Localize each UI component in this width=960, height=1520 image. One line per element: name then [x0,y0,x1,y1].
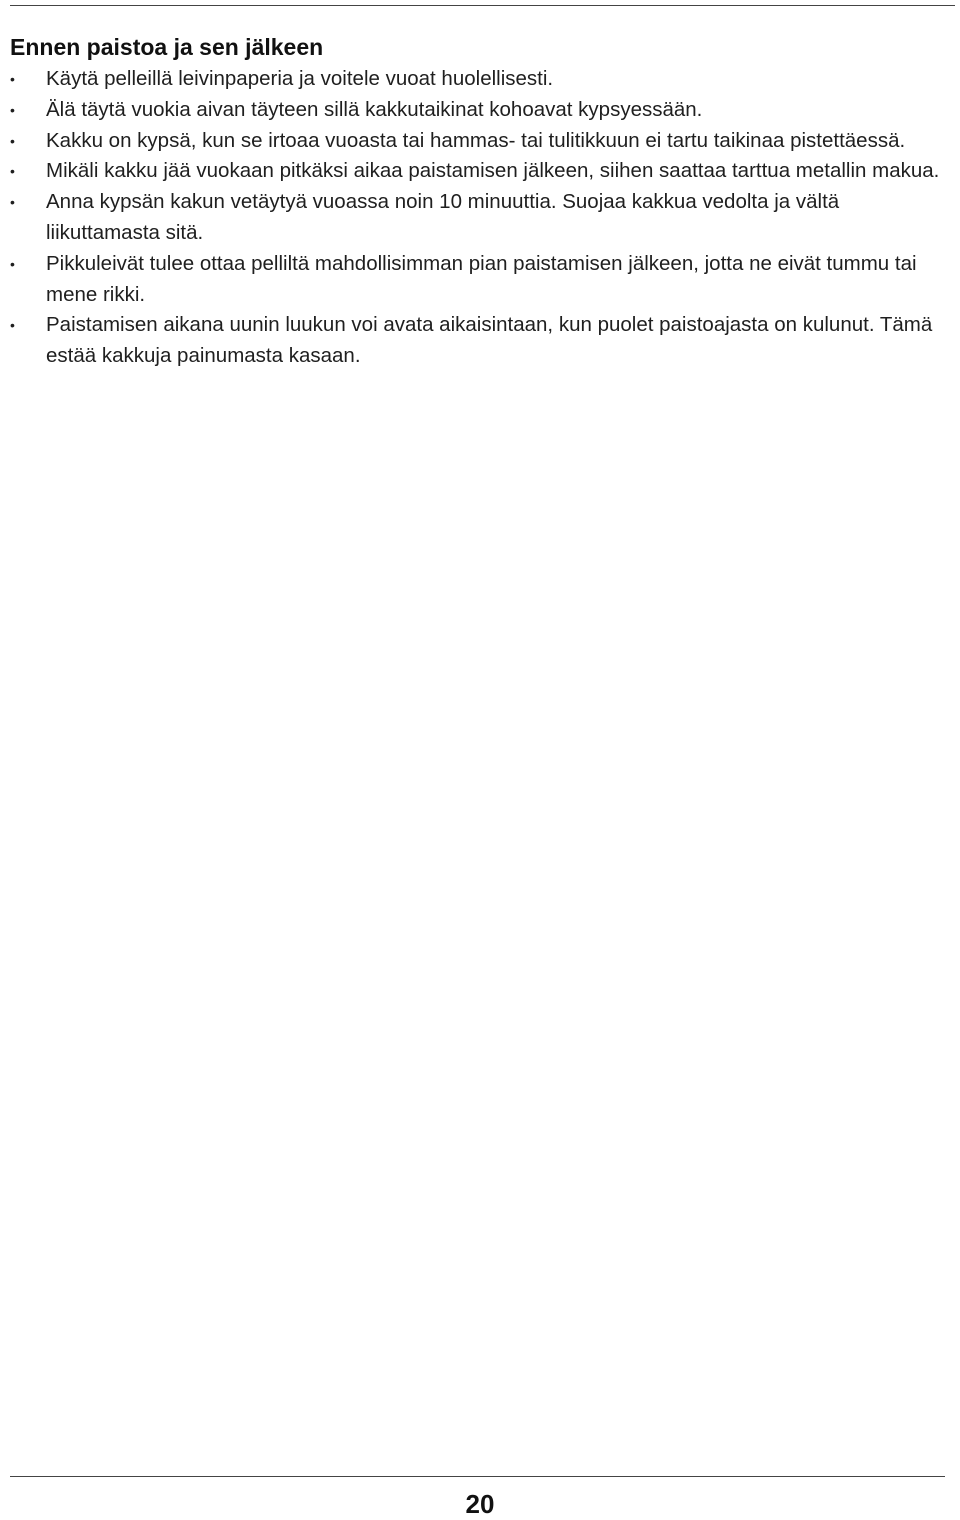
list-item-text: Mikäli kakku jää vuokaan pitkäksi aikaa paistamisen jälkeen, siihen saattaa tarttua metallin makua. [46,159,940,183]
list-item [10,310,955,372]
bullet-icon: • [10,101,15,118]
page-number: 20 [465,1489,495,1519]
list-item-text: Pikkuleivät tulee ottaa pelliltä mahdollisimman pian paistamisen jälkeen, jotta ne eivät tummu tai mene rikki. [46,251,917,306]
bullet-icon: • [10,163,15,180]
document-body [10,30,955,372]
section-heading: Ennen paistoa ja sen jälkeen [10,34,324,60]
list-item [10,95,955,126]
list-item [10,249,955,311]
list-item-text: Kakku on kypsä, kun se irtoaa vuoasta tai hammas- tai tulitikkuun ei tartu taikinaa pistettäessä. [46,128,906,152]
list-item [10,156,955,187]
bullet-icon: • [10,71,15,87]
bullet-icon: • [10,194,15,211]
list-item [10,126,955,157]
list-item-text: Käytä pelleillä leivinpaperia ja voitele vuoat huolellisesti. [46,67,554,90]
list-item [10,64,955,95]
list-item-text: Anna kypsän kakun vetäytyä vuoassa noin 10 minuuttia. Suojaa kakkua vedolta ja vältä liikuttamasta sitä. [46,190,840,244]
tips-list [10,64,955,372]
bullet-icon: • [10,255,15,272]
bullet-icon: • [10,132,15,149]
list-item-text: Paistamisen aikana uunin luukun voi avata aikaisintaan, kun puolet paistoajasta on kulunut. Tämä estää kakkuja painumasta kasaan. [46,313,933,368]
top-divider [10,5,955,6]
list-item-text: Älä täytä vuokia aivan täyteen sillä kakkutaikinat kohoavat kypsyessään. [46,97,703,121]
list-item [10,187,955,249]
bullet-icon: • [10,317,15,334]
bottom-divider [10,1476,945,1477]
